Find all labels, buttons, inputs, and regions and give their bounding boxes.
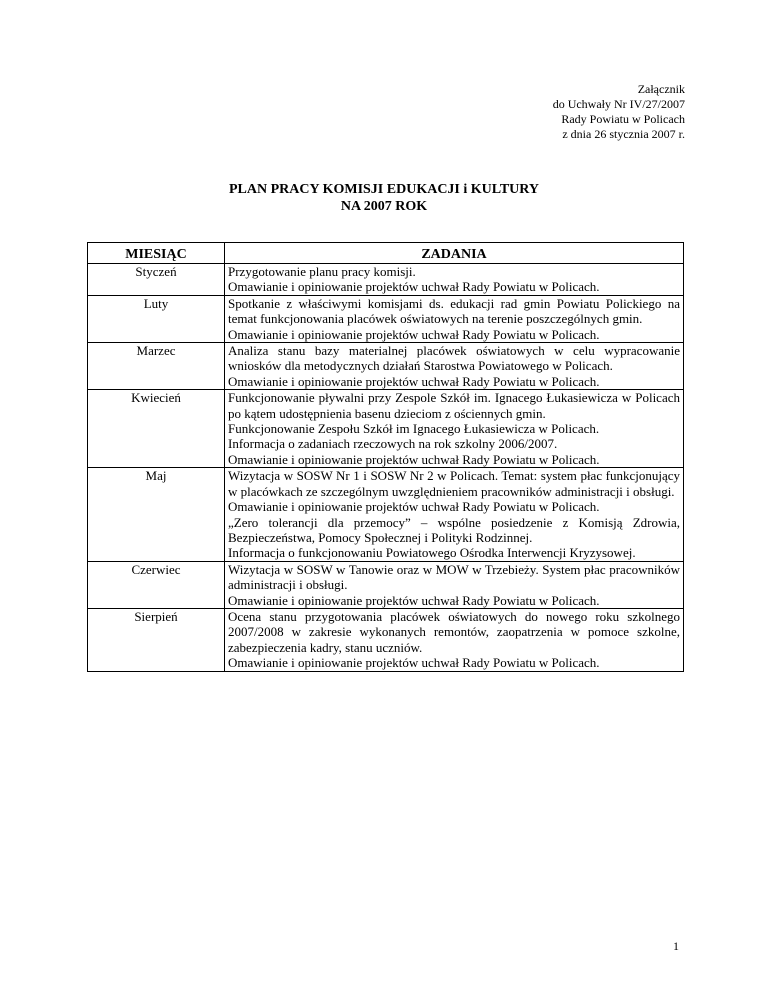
task-item: Informacja o funkcjonowaniu Powiatowego Ośrodka Interwencji Kryzysowej. bbox=[228, 545, 636, 561]
task-item: Omawianie i opiniowanie projektów uchwał Rady Powiatu w Policach. bbox=[228, 592, 600, 608]
month-cell: Kwiecień bbox=[88, 390, 225, 468]
month-cell: Czerwiec bbox=[88, 561, 225, 608]
table-row bbox=[88, 608, 684, 671]
tasks-cell bbox=[225, 608, 684, 671]
task-item: Wizytacja w SOSW w Tanowie oraz w MOW w Trzebieży. System płac pracowników administracji i obsługi. bbox=[228, 561, 680, 593]
table-row bbox=[88, 468, 684, 561]
tasks-cell bbox=[225, 561, 684, 608]
task-item: „Zero tolerancji dla przemocy” – wspólne posiedzenie z Komisją Zdrowia, Bezpieczeństwa, Pomocy Społecznej i Polityki Rodzinnej. bbox=[228, 514, 680, 545]
table-body bbox=[88, 264, 684, 672]
task-item: Spotkanie z właściwymi komisjami ds. edukacji rad gmin Powiatu Polickiego na temat funkcjonowania placówek oświatowych na terenie poszczególnych gmin. bbox=[228, 295, 680, 327]
month-cell: Styczeń bbox=[88, 264, 225, 296]
table-row bbox=[88, 343, 684, 390]
tasks-cell bbox=[225, 295, 684, 342]
task-item: Analiza stanu bazy materialnej placówek oświatowych w celu wypracowanie wniosków dla metodycznych działań Starostwa Powiatowego w Policach. bbox=[228, 343, 680, 374]
task-item: Omawianie i opiniowanie projektów uchwał Rady Powiatu w Policach. bbox=[228, 655, 600, 671]
table-row bbox=[88, 561, 684, 608]
tasks-cell bbox=[225, 343, 684, 390]
task-item: Funkcjonowanie Zespołu Szkół im Ignacego Łukasiewicza w Policach. bbox=[228, 421, 600, 437]
month-cell: Marzec bbox=[88, 343, 225, 390]
month-cell: Maj bbox=[88, 468, 225, 561]
document-title bbox=[0, 181, 768, 215]
annex-line: do Uchwały Nr IV/27/2007 bbox=[552, 97, 685, 111]
annex-line: Rady Powiatu w Policach bbox=[561, 112, 685, 126]
task-item: Omawianie i opiniowanie projektów uchwał Rady Powiatu w Policach. bbox=[228, 279, 600, 295]
annex-line: z dnia 26 stycznia 2007 r. bbox=[562, 127, 685, 141]
title-line: PLAN PRACY KOMISJI EDUKACJI i KULTURY bbox=[229, 182, 539, 197]
task-item: Omawianie i opiniowanie projektów uchwał Rady Powiatu w Policach. bbox=[228, 451, 600, 467]
task-item: Informacja o zadaniach rzeczowych na rok szkolny 2006/2007. bbox=[228, 436, 558, 452]
task-item: Przygotowanie planu pracy komisji. bbox=[228, 264, 416, 279]
task-item: Omawianie i opiniowanie projektów uchwał Rady Powiatu w Policach. bbox=[228, 373, 600, 389]
task-item: Funkcjonowanie pływalni przy Zespole Szkół im. Ignacego Łukasiewicza w Policach po kątem udostępnienia basenu dzieciom z ościennych gmin. bbox=[228, 390, 680, 421]
title-line: NA 2007 ROK bbox=[340, 199, 428, 214]
table-row bbox=[88, 295, 684, 342]
table-row bbox=[88, 390, 684, 468]
tasks-cell bbox=[225, 390, 684, 468]
page-number: 1 bbox=[673, 939, 679, 953]
header-tasks: ZADANIA bbox=[225, 243, 684, 264]
task-item: Omawianie i opiniowanie projektów uchwał Rady Powiatu w Policach. bbox=[228, 326, 600, 342]
table-header-row bbox=[88, 243, 684, 264]
month-cell: Sierpień bbox=[88, 608, 225, 671]
task-item: Ocena stanu przygotowania placówek oświatowych do nowego roku szkolnego 2007/2008 w zakresie wykonanych remontów, zaopatrzenia w pomoce szkolne, zabezpieczenia kadry, stanu uczniów. bbox=[228, 608, 680, 655]
tasks-cell bbox=[225, 264, 684, 296]
header-month: MIESIĄC bbox=[88, 243, 225, 264]
task-item: Wizytacja w SOSW Nr 1 i SOSW Nr 2 w Policach. Temat: system płac funkcjonujący w placówkach ze szczególnym uwzględnieniem pracowników administracji i obsługi. bbox=[228, 468, 680, 499]
work-plan-table bbox=[87, 242, 684, 672]
annex-line: Załącznik bbox=[637, 82, 685, 96]
task-item: Omawianie i opiniowanie projektów uchwał Rady Powiatu w Policach. bbox=[228, 499, 600, 515]
annex-note bbox=[553, 82, 685, 142]
tasks-cell bbox=[225, 468, 684, 561]
table-row bbox=[88, 264, 684, 296]
month-cell: Luty bbox=[88, 295, 225, 342]
